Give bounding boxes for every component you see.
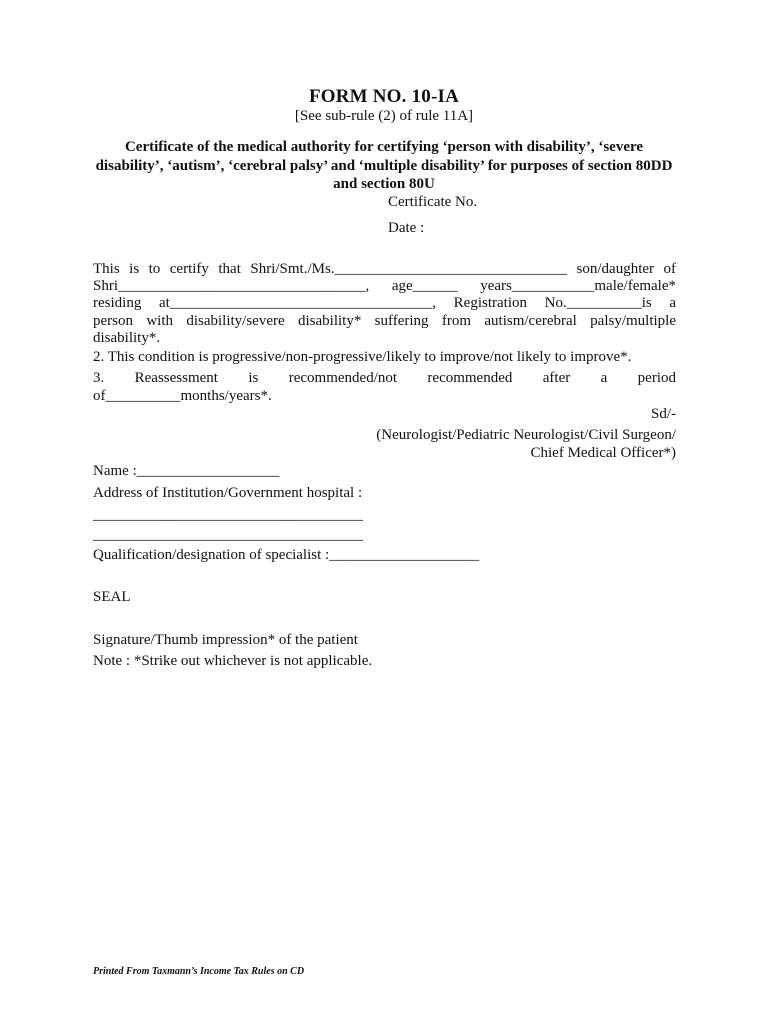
reassessment-paragraph bbox=[93, 369, 676, 405]
qualification-field: Qualification/designation of specialist :____________________ bbox=[93, 547, 480, 563]
paragraph-line: residing at___________________________________, Registration No.__________is a bbox=[93, 295, 676, 312]
signer-line: (Neurologist/Pediatric Neurologist/Civil Surgeon/ bbox=[376, 427, 676, 443]
condition-paragraph: 2. This condition is progressive/non-progressive/likely to improve/not likely to improve*. bbox=[93, 349, 632, 365]
paragraph-line: disability*. bbox=[93, 329, 161, 346]
paragraph-line: of__________months/years*. bbox=[93, 388, 272, 404]
note-text: Note : *Strike out whichever is not applicable. bbox=[93, 653, 373, 669]
form-title: FORM NO. 10-IA bbox=[308, 86, 460, 107]
paragraph-line: 3. Reassessment is recommended/not recommended after a period bbox=[93, 370, 676, 386]
certification-paragraph bbox=[93, 261, 676, 347]
form-subrule: [See sub-rule (2) of rule 11A] bbox=[294, 108, 474, 124]
signed-mark: Sd/- bbox=[650, 406, 676, 422]
certificate-heading: Certificate of the medical authority for certifying ‘person with disability’, ‘severe disability’, ‘autism’, ‘cerebral palsy’ and ‘multiple disability’ for purposes of section 80DD and section 80U bbox=[95, 139, 673, 192]
name-field: Name :___________________ bbox=[93, 463, 280, 479]
paragraph-line: Shri_________________________________, age______ years___________male/female* bbox=[93, 278, 676, 295]
seal-label: SEAL bbox=[93, 589, 131, 605]
certificate-number-label: Certificate No. bbox=[388, 194, 478, 210]
footer-text: Printed From Taxmann’s Income Tax Rules on CD bbox=[93, 966, 305, 977]
signer-line: Chief Medical Officer*) bbox=[530, 444, 676, 461]
patient-signature-label: Signature/Thumb impression* of the patient bbox=[93, 632, 358, 648]
paragraph-line: This is to certify that Shri/Smt./Ms._______________________________ son/daughter of bbox=[93, 261, 676, 277]
signer-designation bbox=[376, 427, 676, 462]
address-line: ____________________________________ bbox=[93, 507, 363, 523]
date-label: Date : bbox=[388, 220, 425, 236]
paragraph-line: person with disability/severe disability* suffering from autism/cerebral palsy/multiple bbox=[93, 312, 676, 329]
address-line: ____________________________________ bbox=[93, 527, 363, 543]
address-label: Address of Institution/Government hospital : bbox=[93, 485, 363, 501]
